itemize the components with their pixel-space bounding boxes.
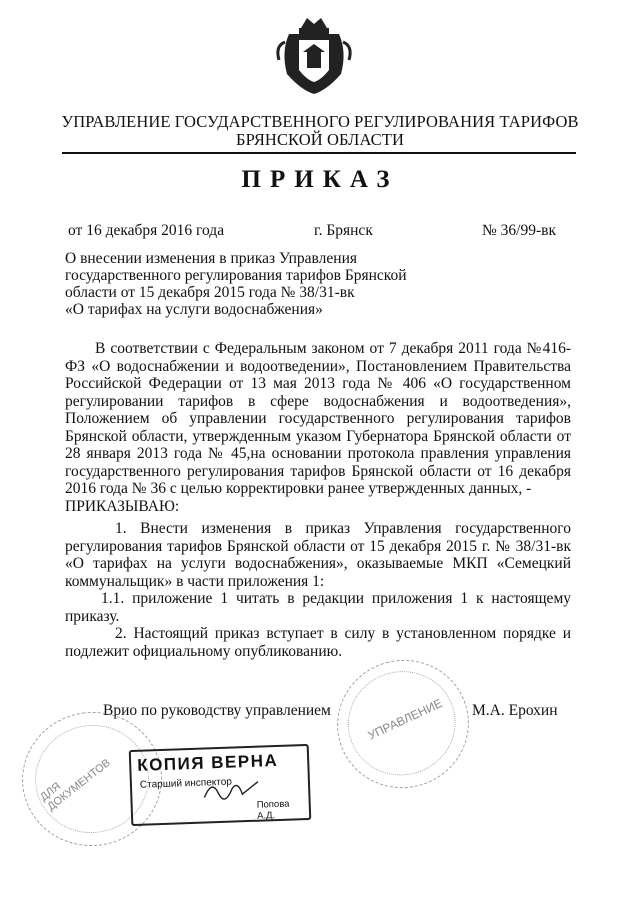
copy-certified-stamp bbox=[129, 744, 312, 826]
agency-name-line2: БРЯНСКОЙ ОБЛАСТИ bbox=[236, 130, 404, 149]
order-items bbox=[65, 520, 571, 660]
copy-stamp-inspector: Старший инспектор bbox=[139, 776, 233, 791]
header-divider bbox=[62, 152, 576, 154]
signature-position: Врио по руководству управлением bbox=[103, 702, 331, 719]
order-item-1: 1. Внести изменения в приказ Управления государственного регулирования тарифов Брянской области от 15 декабря 2015 г. № 38/31-вк «О тарифах на услуги водоснабжения», оказываемые МКП «Семецкий коммунальщик» в части приложения 1: bbox=[65, 520, 571, 590]
signature-name: М.А. Ерохин bbox=[472, 702, 558, 719]
preamble-text: В соответствии с Федеральным законом от 7 декабря 2011 года №416-ФЗ «О водоснабжении и водоотведении», Постановлением Правительства Российской Федерации от 13 мая 2013 года № 406 «О государственном регулировании тарифов в сфере водоснабжения и водоотведения», Положением об управлении государственного регулирования тарифов Брянской области, утвержденным указом Губернатора Брянской области от 28 января 2013 года № 45,на основании протокола правления управления государственного регулирования тарифов Брянской области от 16 декабря 2016 года № 36 с целью корректировки ранее утвержденных данных, - bbox=[65, 340, 571, 497]
subject-line: «О тарифах на услуги водоснабжения» bbox=[65, 301, 323, 318]
copy-stamp-title: КОПИЯ ВЕРНА bbox=[136, 750, 279, 775]
subject-line: государственного регулирования тарифов Брянской bbox=[65, 267, 407, 284]
seal-text: ДЛЯ ДОКУМЕНТОВ bbox=[37, 756, 113, 814]
order-date: от 16 декабря 2016 года bbox=[68, 222, 225, 239]
order-number: № 36/99-вк bbox=[482, 222, 556, 239]
seal-text: УПРАВЛЕНИЕ bbox=[365, 695, 445, 743]
subject-line: О внесении изменения в приказ Управления bbox=[65, 250, 358, 267]
copy-stamp-name: Попова А.Д. bbox=[256, 798, 290, 822]
order-city: г. Брянск bbox=[314, 222, 373, 239]
handwritten-signature bbox=[202, 774, 263, 806]
document-title: ПРИКАЗ bbox=[241, 166, 399, 193]
subject-line: области от 15 декабря 2015 года № 38/31-вк bbox=[65, 284, 355, 301]
order-item-2: 2. Настоящий приказ вступает в силу в установленном порядке и подлежит официальному опубликованию. bbox=[65, 625, 571, 660]
preamble-block bbox=[65, 340, 571, 515]
coat-of-arms-emblem bbox=[271, 12, 357, 96]
agency-name-line1: УПРАВЛЕНИЕ ГОСУДАРСТВЕННОГО РЕГУЛИРОВАНИЯ ТАРИФОВ bbox=[61, 112, 579, 131]
order-word: ПРИКАЗЫВАЮ: bbox=[65, 497, 180, 515]
order-item-1-1: 1.1. приложение 1 читать в редакции приложения 1 к настоящему приказу. bbox=[65, 590, 571, 625]
official-seal-right bbox=[323, 645, 484, 803]
